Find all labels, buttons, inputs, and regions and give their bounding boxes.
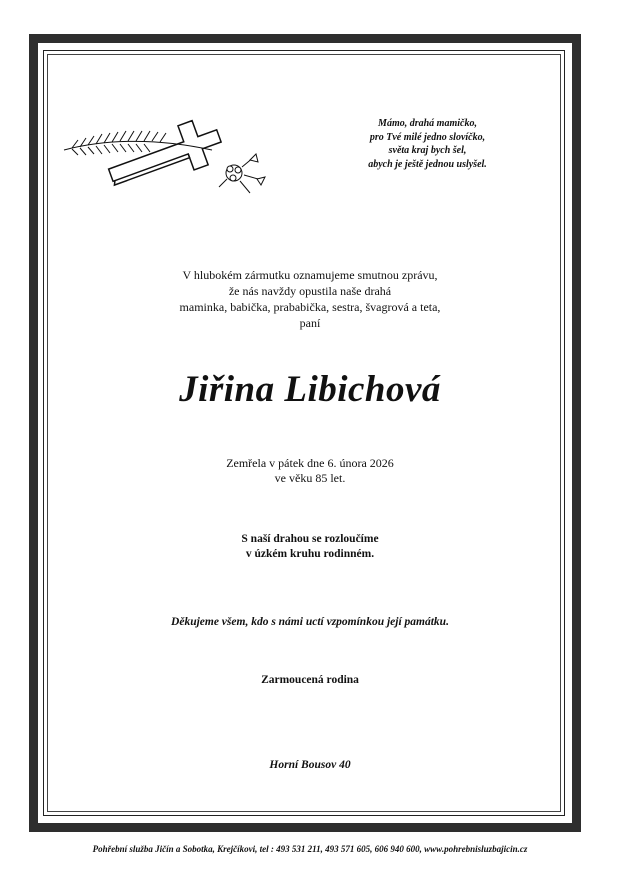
deceased-name: Jiřina Libichová [179, 369, 441, 410]
footer-contact: Pohřební služba Jičín a Sobotka, Krejčíkovi, tel : 493 531 211, 493 571 605, 606 940 600, www.pohrebnisluzbajicin.cz [92, 844, 528, 854]
poem-line: světa kraj bych šel, [388, 145, 467, 156]
address: Horní Bousov 40 [269, 759, 351, 771]
farewell-notice [150, 532, 470, 562]
poem-line: abych je ještě jednou uslyšel. [368, 158, 487, 170]
signature: Zarmoucená rodina [261, 674, 359, 686]
death-info [150, 456, 470, 486]
poem [340, 117, 515, 171]
announcement-line: V hlubokém zármutku oznamujeme smutnou zprávu, [182, 268, 438, 282]
announcement-line: že nás navždy opustila naše drahá [228, 284, 392, 298]
cross-with-palm-icon [62, 105, 272, 200]
death-date: Zemřela v pátek dne 6. února 2026 [226, 456, 394, 470]
thanks-line: Děkujeme všem, kdo s námi uctí vzpomínkou její památku. [171, 616, 449, 628]
poem-line: pro Tvé milé jedno slovíčko, [369, 131, 486, 143]
announcement-line: paní [299, 316, 321, 330]
announcement-line: maminka, babička, prababička, sestra, švagrová a teta, [179, 300, 441, 314]
farewell-line: v úzkém kruhu rodinném. [245, 548, 375, 560]
announcement [130, 267, 490, 331]
farewell-line: S naší drahou se rozloučíme [241, 533, 379, 545]
death-age: ve věku 85 let. [274, 471, 346, 485]
poem-line: Mámo, drahá mamičko, [378, 118, 477, 129]
